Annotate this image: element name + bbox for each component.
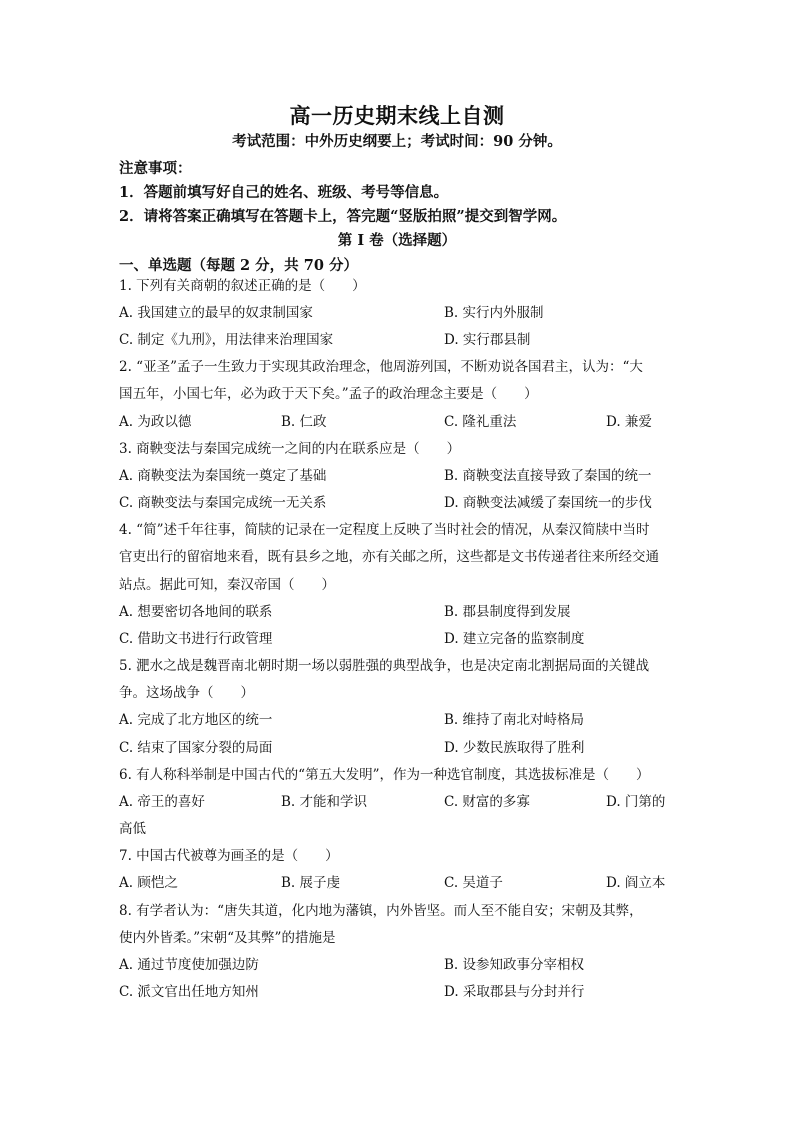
question-7-option-b: B. 展子虔 — [281, 875, 341, 891]
question-7-stem: 7. 中国古代被尊为画圣的是（ ） — [119, 848, 339, 864]
question-5-option-b: B. 维持了南北对峙格局 — [444, 712, 585, 728]
question-1-option-a: A. 我国建立的最早的奴隶制国家 — [119, 305, 313, 321]
question-8-stem: 8. 有学者认为：“唐失其道，化内地为藩镇，内外皆坚。而人至不能自安；宋朝及其弊， — [119, 903, 643, 919]
question-6-option-b: B. 才能和学识 — [281, 794, 368, 810]
question-3-option-d: D. 商鞅变法减缓了秦国统一的步伐 — [444, 495, 652, 511]
question-5-stem: 争。这场战争（ ） — [119, 685, 254, 701]
question-4-stem: 4. “简”述千年往事，简牍的记录在一定程度上反映了当时社会的情况，从秦汉简牍中当时 — [119, 522, 650, 538]
question-1-option-c: C. 制定《九刑》，用法律来治理国家 — [119, 332, 334, 348]
question-5-stem: 5. 淝水之战是魏晋南北朝时期一场以弱胜强的典型战争，也是决定南北割据局面的关键战 — [119, 658, 650, 674]
question-7-option-d: D. 阎立本 — [606, 875, 666, 891]
question-2-option-a: A. 为政以德 — [119, 414, 192, 430]
question-6-option-a: A. 帝王的喜好 — [119, 794, 205, 810]
question-6-stem: 6. 有人称科举制是中国古代的“第五大发明”，作为一种选官制度，其选拔标准是（ ） — [119, 767, 650, 783]
question-4-option-c: C. 借助文书进行行政管理 — [119, 631, 273, 647]
exam-subtitle: 考试范围：中外历史纲要上；考试时间：90 分钟。 — [232, 133, 562, 150]
part-heading: 第 I 卷（选择题） — [337, 232, 457, 249]
notice-heading: 注意事项： — [119, 160, 192, 177]
question-8-option-c: C. 派文官出任地方知州 — [119, 984, 259, 1000]
question-2-option-b: B. 仁政 — [281, 414, 327, 430]
question-4-option-b: B. 郡县制度得到发展 — [444, 604, 571, 620]
question-2-option-c: C. 隆礼重法 — [444, 414, 517, 430]
question-3-option-c: C. 商鞅变法与秦国完成统一无关系 — [119, 495, 327, 511]
question-4-stem: 站点。据此可知，秦汉帝国（ ） — [119, 577, 335, 593]
question-5-option-c: C. 结束了国家分裂的局面 — [119, 740, 273, 756]
question-1-option-d: D. 实行郡县制 — [444, 332, 531, 348]
question-8-option-b: B. 设参知政事分宰相权 — [444, 957, 585, 973]
question-4-option-a: A. 想要密切各地间的联系 — [119, 604, 273, 620]
question-3-option-a: A. 商鞅变法为秦国统一奠定了基础 — [119, 468, 327, 484]
question-2-option-d: D. 兼爱 — [606, 414, 652, 430]
question-8-stem: 使内外皆柔。”宋朝“及其弊”的措施是 — [119, 930, 336, 946]
section-heading: 一、单选题（每题 2 分，共 70 分） — [119, 257, 358, 274]
question-2-stem: 2. “亚圣”孟子一生致力于实现其政治理念，他周游列国，不断劝说各国君主，认为：“大 — [119, 359, 643, 375]
question-1-stem: 1. 下列有关商朝的叙述正确的是（ ） — [119, 278, 366, 294]
question-8-option-a: A. 通过节度使加强边防 — [119, 957, 259, 973]
question-6-option-c: C. 财富的多寡 — [444, 794, 530, 810]
question-3-option-b: B. 商鞅变法直接导致了秦国的统一 — [444, 468, 652, 484]
question-7-option-c: C. 吴道子 — [444, 875, 503, 891]
page-title: 高一历史期末线上自测 — [289, 103, 505, 128]
question-2-stem: 国五年，小国七年，必为政于天下矣。”孟子的政治理念主要是（ ） — [119, 386, 538, 402]
question-1-option-b: B. 实行内外服制 — [444, 305, 544, 321]
question-8-option-d: D. 采取郡县与分封并行 — [444, 984, 585, 1000]
question-3-stem: 3. 商鞅变法与秦国完成统一之间的内在联系应是（ ） — [119, 441, 461, 457]
question-5-option-a: A. 完成了北方地区的统一 — [119, 712, 273, 728]
notice-item: 2．请将答案正确填写在答题卡上，答完题“竖版拍照”提交到智学网。 — [119, 208, 567, 225]
question-4-stem: 官吏出行的留宿地来看，既有县乡之地，亦有关邮之所，这些都是文书传递者往来所经交通 — [119, 549, 659, 565]
question-7-option-a: A. 顾恺之 — [119, 875, 178, 891]
question-5-option-d: D. 少数民族取得了胜利 — [444, 740, 585, 756]
question-6-option-d-wrap: 高低 — [119, 821, 146, 837]
question-4-option-d: D. 建立完备的监察制度 — [444, 631, 585, 647]
notice-item: 1．答题前填写好自己的姓名、班级、考号等信息。 — [119, 184, 449, 201]
question-6-option-d: D. 门第的 — [606, 794, 666, 810]
